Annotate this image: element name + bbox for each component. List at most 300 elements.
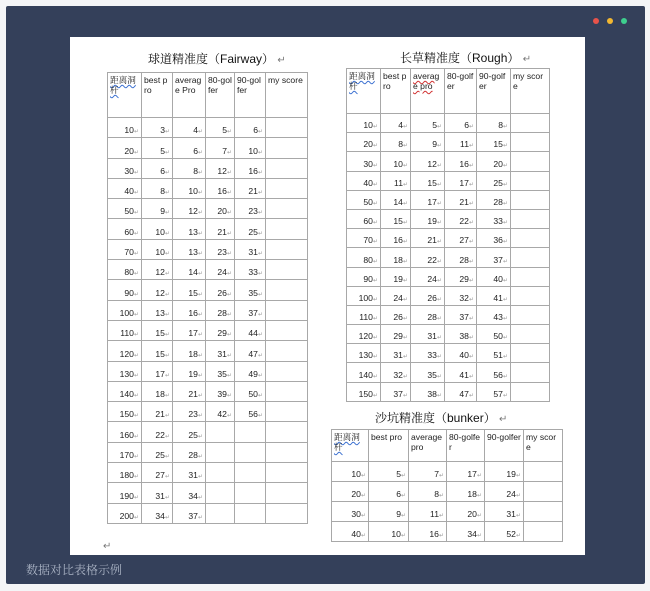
score-cell: 34↵ [447,522,485,542]
score-cell: 25↵ [235,219,266,239]
table-row [347,267,550,286]
score-cell: 47↵ [235,341,266,361]
distance-cell: 150↵ [347,382,381,401]
score-cell: 27↵ [142,463,173,483]
table-row [108,463,308,483]
bunker-title: 沙坑精准度（bunker） ↵ [375,411,508,425]
score-cell: 13↵ [142,300,173,320]
score-cell: 31↵ [142,483,173,503]
page-caption: 数据对比表格示例 [26,563,123,577]
distance-cell: 140↵ [108,381,142,401]
score-cell: 8↵ [381,133,411,152]
score-cell: 10↵ [369,522,409,542]
green-dot-icon[interactable] [621,18,627,24]
score-cell: 28↵ [477,190,511,209]
score-cell: 32↵ [445,286,477,305]
score-cell: 17↵ [142,361,173,381]
score-cell: 20↵ [206,199,235,219]
score-cell: 12↵ [142,260,173,280]
distance-cell: 50↵ [108,199,142,219]
score-cell: 21↵ [173,381,206,401]
score-cell: 56↵ [477,363,511,382]
score-cell: 16↵ [173,300,206,320]
score-cell: 14↵ [173,260,206,280]
score-cell: 15↵ [142,341,173,361]
score-cell: 32↵ [381,363,411,382]
column-header: 距离洞杆 [108,73,142,118]
score-cell: 21↵ [411,229,445,248]
score-cell[interactable] [266,158,308,178]
score-cell [235,422,266,442]
distance-cell: 40↵ [347,171,381,190]
score-cell[interactable] [266,402,308,422]
score-cell: 31↵ [173,463,206,483]
score-cell: 31↵ [206,341,235,361]
score-cell: 25↵ [142,442,173,462]
score-cell: 29↵ [206,320,235,340]
table-row [332,502,563,522]
score-cell: 16↵ [235,158,266,178]
distance-cell: 90↵ [347,267,381,286]
score-cell: 4↵ [173,118,206,138]
score-cell: 10↵ [173,178,206,198]
score-cell [206,483,235,503]
score-cell: 10↵ [142,219,173,239]
column-header: 90-golfer [477,69,511,114]
score-cell: 15↵ [173,280,206,300]
column-header: 80-golfer [447,430,485,462]
table-row [108,361,308,381]
score-cell: 23↵ [173,402,206,422]
score-cell[interactable] [511,363,550,382]
column-header: average pro [411,69,445,114]
score-cell[interactable] [511,229,550,248]
score-cell: 31↵ [381,344,411,363]
score-cell: 17↵ [447,462,485,482]
column-header: my score [266,73,308,118]
score-cell[interactable] [511,305,550,324]
distance-cell: 110↵ [347,305,381,324]
score-cell: 3↵ [142,118,173,138]
score-cell: 18↵ [142,381,173,401]
score-cell: 41↵ [445,363,477,382]
score-cell: 6↵ [173,138,206,158]
score-cell: 36↵ [477,229,511,248]
column-header: average pro [409,430,447,462]
score-cell: 19↵ [411,209,445,228]
table-row [108,178,308,198]
score-cell: 21↵ [142,402,173,422]
score-cell: 15↵ [142,320,173,340]
score-cell: 5↵ [206,118,235,138]
table-row [347,286,550,305]
yellow-dot-icon[interactable] [607,18,613,24]
score-cell: 38↵ [445,325,477,344]
score-cell: 28↵ [206,300,235,320]
score-cell: 5↵ [411,114,445,133]
column-header: my score [511,69,550,114]
rough-table [346,68,550,402]
score-cell[interactable] [266,138,308,158]
score-cell: 10↵ [381,152,411,171]
score-cell: 14↵ [381,190,411,209]
score-cell [206,422,235,442]
score-cell: 8↵ [409,482,447,502]
score-cell[interactable] [266,280,308,300]
score-cell: 20↵ [477,152,511,171]
score-cell: 39↵ [206,381,235,401]
end-paragraph-mark: ↵ [103,541,112,552]
table-row [108,280,308,300]
table-row [108,320,308,340]
score-cell[interactable] [266,361,308,381]
score-cell[interactable] [524,502,563,522]
score-cell[interactable] [511,382,550,401]
score-cell: 19↵ [173,361,206,381]
column-header: 90-golfer [485,430,524,462]
score-cell: 47↵ [445,382,477,401]
score-cell[interactable] [266,219,308,239]
score-cell: 26↵ [411,286,445,305]
score-cell: 20↵ [447,502,485,522]
table-row [347,133,550,152]
distance-cell: 40↵ [332,522,369,542]
distance-cell: 30↵ [332,502,369,522]
distance-cell: 10↵ [332,462,369,482]
score-cell: 38↵ [411,382,445,401]
table-row [347,152,550,171]
score-cell[interactable] [511,171,550,190]
score-cell: 37↵ [445,305,477,324]
table-row [347,209,550,228]
score-cell [206,463,235,483]
distance-cell: 10↵ [108,118,142,138]
score-cell: 25↵ [173,422,206,442]
score-cell: 40↵ [477,267,511,286]
distance-cell: 120↵ [347,325,381,344]
score-cell: 16↵ [381,229,411,248]
column-header: average Pro [173,73,206,118]
score-cell: 6↵ [445,114,477,133]
distance-cell: 30↵ [347,152,381,171]
table-row [332,522,563,542]
score-cell[interactable] [511,248,550,267]
table-row [108,300,308,320]
score-cell: 37↵ [173,503,206,523]
score-cell: 34↵ [173,483,206,503]
score-cell: 35↵ [235,280,266,300]
score-cell: 43↵ [477,305,511,324]
bunker-table [331,429,563,542]
score-cell: 31↵ [485,502,524,522]
score-cell: 24↵ [381,286,411,305]
table-row [108,341,308,361]
score-cell: 6↵ [369,482,409,502]
distance-cell: 180↵ [108,463,142,483]
score-cell: 19↵ [381,267,411,286]
score-cell: 50↵ [477,325,511,344]
score-cell: 12↵ [142,280,173,300]
score-cell[interactable] [524,482,563,502]
document-page [70,37,585,555]
table-row [347,344,550,363]
score-cell[interactable] [266,118,308,138]
score-cell: 37↵ [381,382,411,401]
rough-title: 长草精准度（Rough） ↵ [400,51,532,65]
distance-cell: 20↵ [347,133,381,152]
distance-cell: 130↵ [108,361,142,381]
score-cell: 33↵ [411,344,445,363]
score-cell[interactable] [511,114,550,133]
score-cell: 17↵ [445,171,477,190]
column-header: 距离洞杆 [347,69,381,114]
score-cell: 11↵ [381,171,411,190]
table-row [108,422,308,442]
score-cell [235,483,266,503]
score-cell: 19↵ [485,462,524,482]
score-cell: 42↵ [206,402,235,422]
distance-cell: 30↵ [108,158,142,178]
score-cell: 29↵ [381,325,411,344]
score-cell[interactable] [266,178,308,198]
score-cell [206,442,235,462]
score-cell: 22↵ [445,209,477,228]
score-cell: 57↵ [477,382,511,401]
score-cell: 6↵ [142,158,173,178]
score-cell: 33↵ [235,260,266,280]
column-header: 80-golfer [206,73,235,118]
score-cell: 10↵ [142,239,173,259]
score-cell: 35↵ [206,361,235,381]
score-cell[interactable] [266,503,308,523]
score-cell: 17↵ [173,320,206,340]
table-row [347,305,550,324]
score-cell: 51↵ [477,344,511,363]
score-cell [206,503,235,523]
table-row [347,248,550,267]
distance-cell: 120↵ [108,341,142,361]
score-cell [235,503,266,523]
column-header: my score [524,430,563,462]
distance-cell: 100↵ [347,286,381,305]
score-cell: 24↵ [206,260,235,280]
score-cell: 44↵ [235,320,266,340]
score-cell: 22↵ [142,422,173,442]
distance-cell: 20↵ [108,138,142,158]
table-row [347,229,550,248]
column-header: best pro [381,69,411,114]
table-row [108,239,308,259]
score-cell[interactable] [511,344,550,363]
table-row [347,363,550,382]
score-cell: 7↵ [409,462,447,482]
distance-cell: 60↵ [347,209,381,228]
table-row [347,114,550,133]
column-header: 80-golfer [445,69,477,114]
score-cell: 31↵ [235,239,266,259]
distance-cell: 20↵ [332,482,369,502]
distance-cell: 70↵ [347,229,381,248]
table-row [347,171,550,190]
score-cell: 18↵ [447,482,485,502]
score-cell[interactable] [266,199,308,219]
score-cell: 23↵ [206,239,235,259]
score-cell[interactable] [266,422,308,442]
score-cell[interactable] [511,286,550,305]
column-header: best pro [142,73,173,118]
score-cell[interactable] [511,325,550,344]
score-cell: 26↵ [206,280,235,300]
score-cell: 9↵ [142,199,173,219]
table-row [108,381,308,401]
distance-cell: 110↵ [108,320,142,340]
score-cell: 33↵ [477,209,511,228]
red-dot-icon[interactable] [593,18,599,24]
score-cell[interactable] [266,463,308,483]
score-cell: 21↵ [445,190,477,209]
score-cell: 31↵ [411,325,445,344]
score-cell: 8↵ [173,158,206,178]
distance-cell: 80↵ [108,260,142,280]
distance-cell: 150↵ [108,402,142,422]
score-cell[interactable] [511,133,550,152]
score-cell: 23↵ [235,199,266,219]
score-cell[interactable] [266,239,308,259]
table-row [108,118,308,138]
distance-cell: 90↵ [108,280,142,300]
table-row [108,158,308,178]
table-row [347,325,550,344]
score-cell[interactable] [511,152,550,171]
score-cell [235,463,266,483]
score-cell: 8↵ [477,114,511,133]
table-row [108,260,308,280]
score-cell: 12↵ [206,158,235,178]
score-cell: 13↵ [173,239,206,259]
score-cell: 11↵ [445,133,477,152]
score-cell[interactable] [266,483,308,503]
score-cell: 12↵ [411,152,445,171]
score-cell: 17↵ [411,190,445,209]
score-cell: 56↵ [235,402,266,422]
score-cell: 5↵ [369,462,409,482]
score-cell: 52↵ [485,522,524,542]
distance-cell: 160↵ [108,422,142,442]
table-row [108,402,308,422]
score-cell: 26↵ [381,305,411,324]
score-cell: 22↵ [411,248,445,267]
score-cell: 12↵ [173,199,206,219]
score-cell: 50↵ [235,381,266,401]
distance-cell: 190↵ [108,483,142,503]
score-cell: 29↵ [445,267,477,286]
score-cell: 6↵ [235,118,266,138]
window-frame [6,6,645,584]
distance-cell: 40↵ [108,178,142,198]
table-row [108,442,308,462]
score-cell: 4↵ [381,114,411,133]
score-cell[interactable] [266,381,308,401]
score-cell: 35↵ [411,363,445,382]
score-cell: 16↵ [206,178,235,198]
score-cell[interactable] [511,267,550,286]
score-cell[interactable] [266,300,308,320]
score-cell: 37↵ [235,300,266,320]
score-cell: 9↵ [369,502,409,522]
score-cell: 9↵ [411,133,445,152]
score-cell: 28↵ [445,248,477,267]
table-row [108,483,308,503]
distance-cell: 130↵ [347,344,381,363]
score-cell: 5↵ [142,138,173,158]
score-cell[interactable] [266,341,308,361]
distance-cell: 70↵ [108,239,142,259]
score-cell[interactable] [511,209,550,228]
score-cell [235,442,266,462]
score-cell: 18↵ [173,341,206,361]
score-cell: 10↵ [235,138,266,158]
score-cell: 28↵ [173,442,206,462]
score-cell: 28↵ [411,305,445,324]
score-cell: 24↵ [411,267,445,286]
score-cell: 41↵ [477,286,511,305]
distance-cell: 60↵ [108,219,142,239]
table-row [108,138,308,158]
table-row [332,462,563,482]
distance-cell: 170↵ [108,442,142,462]
score-cell: 15↵ [411,171,445,190]
column-header: 90-golfer [235,73,266,118]
score-cell: 24↵ [485,482,524,502]
score-cell[interactable] [524,522,563,542]
score-cell: 13↵ [173,219,206,239]
distance-cell: 80↵ [347,248,381,267]
score-cell: 18↵ [381,248,411,267]
table-row [347,190,550,209]
distance-cell: 10↵ [347,114,381,133]
column-header: 距离洞杆 [332,430,369,462]
table-row [108,503,308,523]
score-cell[interactable] [266,320,308,340]
table-row [347,382,550,401]
score-cell: 27↵ [445,229,477,248]
score-cell: 21↵ [235,178,266,198]
score-cell: 15↵ [381,209,411,228]
score-cell: 49↵ [235,361,266,381]
fairway-table [107,72,308,524]
score-cell: 40↵ [445,344,477,363]
window-controls [593,18,627,24]
score-cell: 21↵ [206,219,235,239]
fairway-title: 球道精准度（Fairway） ↵ [148,52,286,66]
score-cell: 11↵ [409,502,447,522]
distance-cell: 200↵ [108,503,142,523]
table-row [108,219,308,239]
score-cell[interactable] [266,442,308,462]
score-cell: 34↵ [142,503,173,523]
distance-cell: 50↵ [347,190,381,209]
table-row [108,199,308,219]
score-cell[interactable] [266,260,308,280]
score-cell: 25↵ [477,171,511,190]
score-cell[interactable] [511,190,550,209]
distance-cell: 100↵ [108,300,142,320]
score-cell: 16↵ [445,152,477,171]
score-cell: 16↵ [409,522,447,542]
score-cell[interactable] [524,462,563,482]
distance-cell: 140↵ [347,363,381,382]
score-cell: 15↵ [477,133,511,152]
